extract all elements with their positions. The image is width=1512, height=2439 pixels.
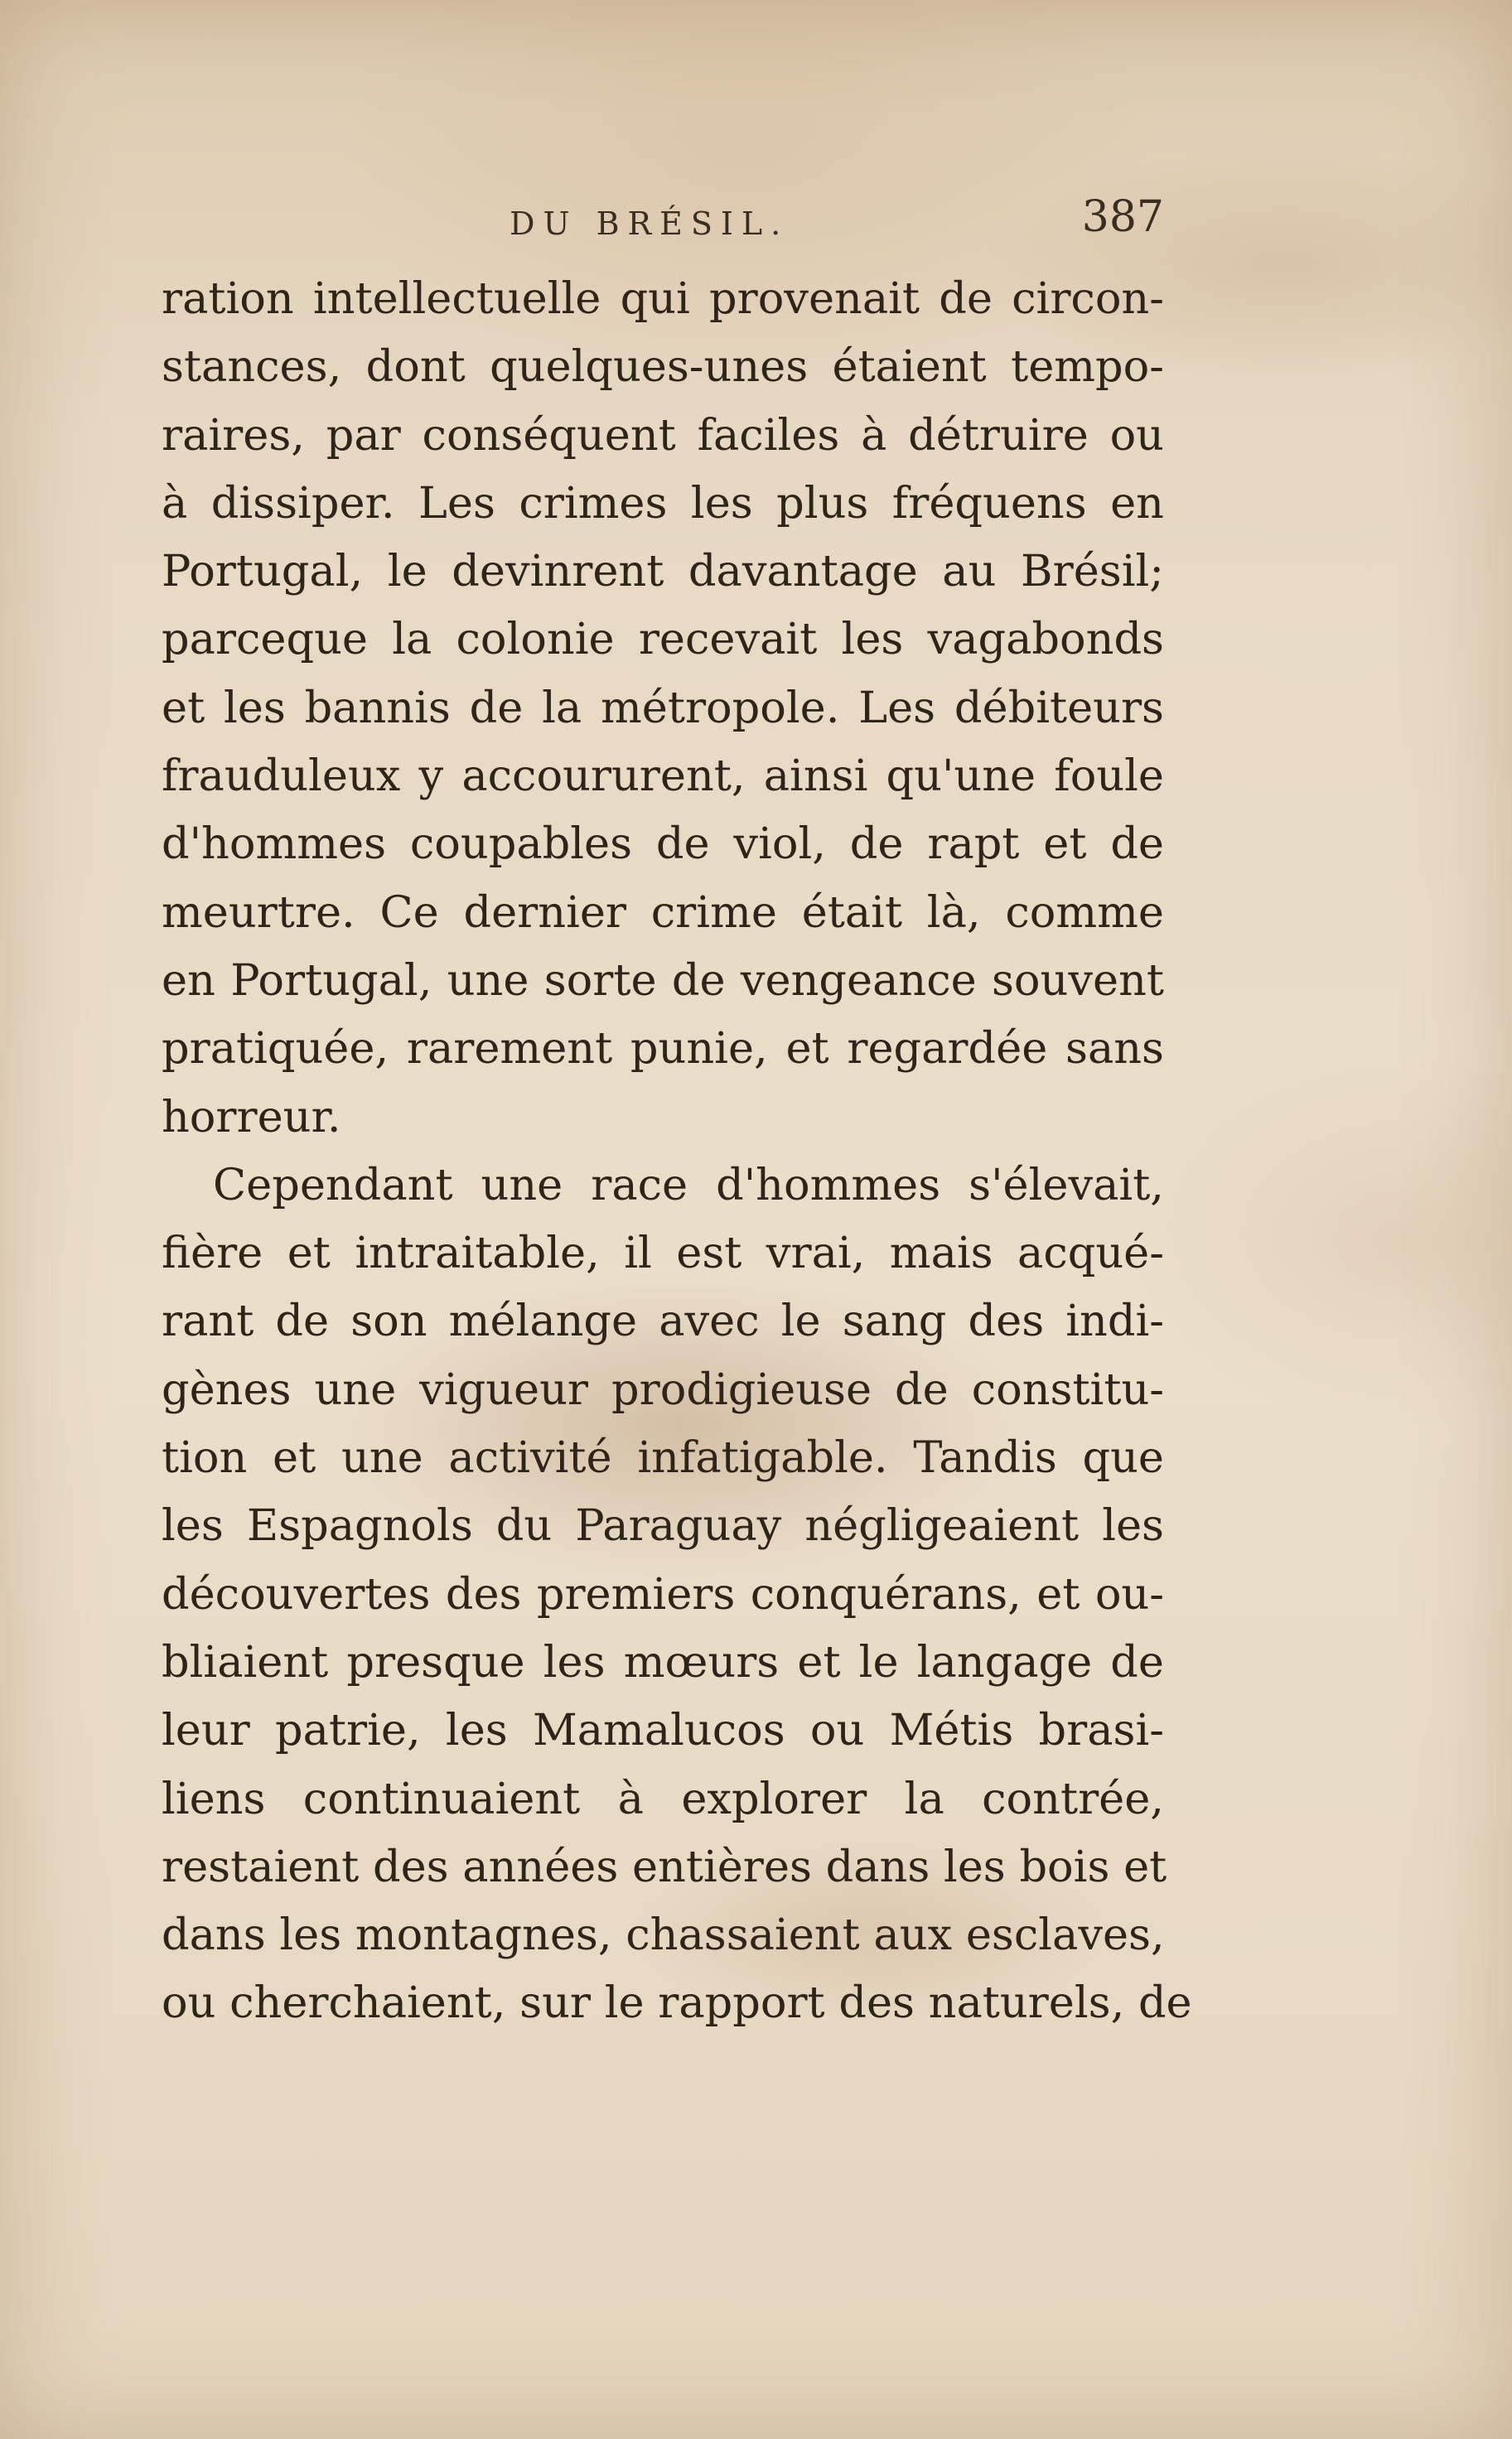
text-line: parceque la colonie recevait les vagabonds xyxy=(162,614,1164,665)
running-title: DU BRÉSIL. xyxy=(510,205,790,242)
text-line: pratiquée, rarement punie, et regardée sans xyxy=(162,1023,1164,1075)
page-header xyxy=(162,189,1164,255)
text-line: bliaient presque les mœurs et le langage de xyxy=(162,1636,1164,1688)
text-line: stances, dont quelques-unes étaient tempo- xyxy=(162,341,1164,393)
text-line: dans les montagnes, chassaient aux esclaves, xyxy=(162,1910,1165,1961)
text-line: meurtre. Ce dernier crime était là, comme xyxy=(162,886,1164,938)
text-line: à dissiper. Les crimes les plus fréquens en xyxy=(162,477,1164,529)
text-line: les Espagnols du Paraguay négligeaient les xyxy=(162,1500,1164,1552)
text-line: fière et intraitable, il est vrai, mais acqué- xyxy=(162,1228,1164,1279)
text-line: leur patrie, les Mamalucos ou Métis brasi- xyxy=(162,1705,1164,1756)
text-line: en Portugal, une sorte de vengeance souvent xyxy=(162,954,1164,1006)
text-line: Portugal, le devinrent davantage au Brésil; xyxy=(162,546,1164,597)
text-line: tion et une activité infatigable. Tandis que xyxy=(162,1432,1164,1484)
body-text xyxy=(162,265,1192,2038)
text-line: liens continuaient à explorer la contrée, xyxy=(162,1773,1164,1824)
text-line: frauduleux y accoururent, ainsi qu'une foule xyxy=(162,751,1164,802)
text-line: horreur. xyxy=(162,1091,341,1142)
text-line: ou cherchaient, sur le rapport des naturels, de xyxy=(162,1978,1192,2029)
text-line: découvertes des premiers conquérans, et ou- xyxy=(162,1568,1164,1620)
text-line: raires, par conséquent faciles à détruire ou xyxy=(162,409,1164,461)
text-line: restaient des années entières dans les bois et xyxy=(162,1841,1167,1892)
text-line: rant de son mélange avec le sang des indi- xyxy=(162,1296,1164,1347)
page-number: 387 xyxy=(1081,192,1164,242)
text-line: ration intellectuelle qui provenait de circon- xyxy=(162,273,1164,324)
text-line: Cependant une race d'hommes s'élevait, xyxy=(213,1159,1164,1210)
text-line: gènes une vigueur prodigieuse de constitu- xyxy=(162,1364,1164,1415)
text-line: d'hommes coupables de viol, de rapt et de xyxy=(162,819,1164,870)
text-line: et les bannis de la métropole. Les débiteurs xyxy=(162,682,1164,733)
